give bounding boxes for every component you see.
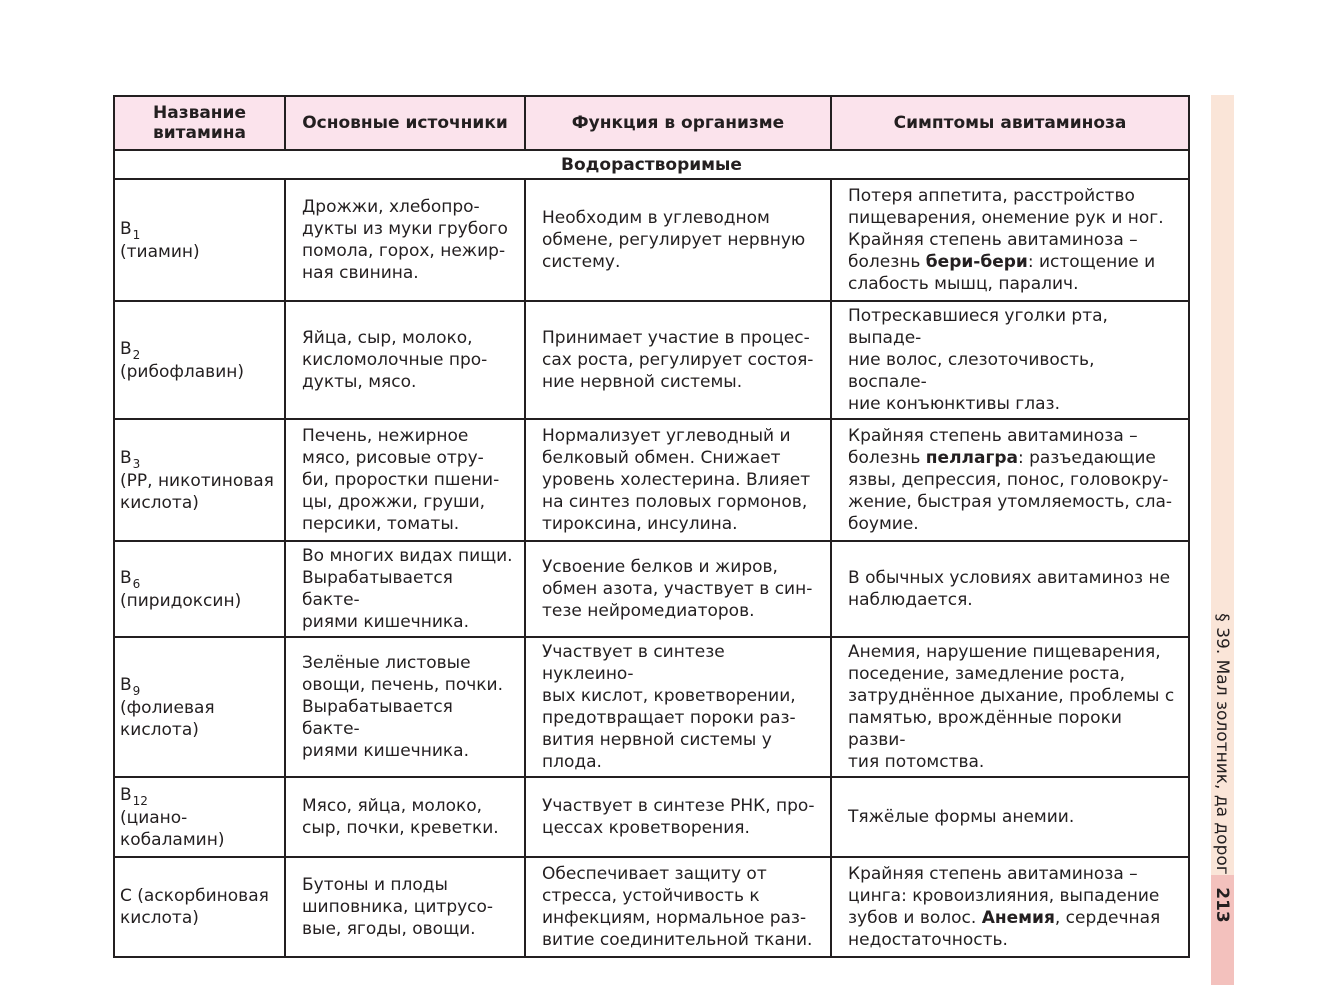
vitamin-name <box>114 777 285 857</box>
cell-line <box>848 707 1178 751</box>
cell-line: сах роста, регулирует состоя- <box>542 350 814 370</box>
cell-line: Дрожжи, хлебопро- <box>302 197 480 217</box>
cell-line: предотвращает пороки раз- <box>542 708 796 728</box>
line-text: ние волос, слезоточивость, воспале- <box>848 350 1095 392</box>
sources-cell <box>285 419 525 541</box>
symptoms-cell <box>831 857 1189 957</box>
vitamin-name-line: (циано- <box>120 807 188 828</box>
section-row <box>114 150 1189 179</box>
function-cell <box>525 179 831 301</box>
line-text: слабость мышц, паралич. <box>848 274 1079 294</box>
table-header-row <box>114 96 1189 150</box>
vitamin-subscript: 3 <box>132 456 141 471</box>
cell-line <box>848 685 1178 707</box>
cell-line <box>848 907 1178 929</box>
line-text: болезнь <box>848 448 926 468</box>
line-text: Крайняя степень авитаминоза – <box>848 230 1138 250</box>
vitamin-name-line: (пиридоксин) <box>120 590 242 611</box>
vitamin-letter: B <box>120 567 132 588</box>
line-text: жение, быстрая утомляемость, сла- <box>848 492 1173 512</box>
cell-line: дукты из муки грубого <box>302 219 508 239</box>
line-text: недостаточность. <box>848 930 1008 950</box>
cell-line: обмен азота, участвует в син- <box>542 579 813 599</box>
sources-cell <box>285 541 525 637</box>
vitamin-subscript: 12 <box>132 793 148 808</box>
cell-line <box>848 863 1178 885</box>
cell-line: на синтез половых гормонов, <box>542 492 808 512</box>
cell-line <box>848 491 1178 513</box>
section-title: Водорастворимые <box>114 150 1189 179</box>
symptoms-cell <box>831 301 1189 419</box>
cell-line: ние нервной системы. <box>542 372 743 392</box>
symptoms-cell <box>831 637 1189 777</box>
cell-line: Вырабатывается бакте- <box>302 568 453 610</box>
vitamin-letter: C (аскорбиновая <box>120 886 269 906</box>
vitamin-subscript: 1 <box>132 227 141 242</box>
cell-line: цы, дрожжи, груши, <box>302 492 486 512</box>
function-cell <box>525 301 831 419</box>
line-text: боумие. <box>848 514 919 534</box>
cell-line: плода. <box>542 752 602 772</box>
cell-line: Усвоение белков и жиров, <box>542 557 778 577</box>
header-function: Функция в организме <box>525 96 831 150</box>
function-cell <box>525 541 831 637</box>
function-cell <box>525 637 831 777</box>
chapter-title: § 39. Мал золотник, да дорог <box>1212 613 1232 875</box>
cell-line <box>848 349 1178 393</box>
cell-line <box>848 567 1178 589</box>
cell-line <box>848 929 1178 951</box>
cell-line <box>848 305 1178 349</box>
cell-line <box>848 273 1178 295</box>
line-text: памятью, врождённые пороки разви- <box>848 708 1122 750</box>
line-text: Анемия, нарушение пищеварения, <box>848 642 1161 662</box>
function-cell <box>525 857 831 957</box>
line-text: затруднённое дыхание, проблемы с <box>848 686 1175 706</box>
line-text: ние конъюнктивы глаз. <box>848 394 1060 414</box>
line-text: Тяжёлые формы анемии. <box>848 807 1075 827</box>
cell-line: вых кислот, кроветворении, <box>542 686 796 706</box>
vitamin-name-line <box>120 447 280 470</box>
cell-line: Мясо, яйца, молоко, <box>302 796 483 816</box>
cell-line: ная свинина. <box>302 263 419 283</box>
cell-line <box>848 393 1178 415</box>
vitamin-name <box>114 541 285 637</box>
vitamin-name-line <box>120 218 280 241</box>
cell-line: помола, горох, нежир- <box>302 241 506 261</box>
cell-line: тироксина, инсулина. <box>542 514 738 534</box>
line-text: Крайняя степень авитаминоза – <box>848 426 1138 446</box>
table-row <box>114 419 1189 541</box>
page-number: 213 <box>1212 887 1232 923</box>
cell-line: уровень холестерина. Влияет <box>542 470 811 490</box>
cell-line: Яйца, сыр, молоко, <box>302 328 473 348</box>
vitamin-name-line: (рибофлавин) <box>120 361 244 382</box>
cell-line: Нормализует углеводный и <box>542 426 791 446</box>
sources-cell <box>285 179 525 301</box>
line-text: наблюдается. <box>848 590 973 610</box>
function-cell <box>525 777 831 857</box>
vitamin-name-line <box>120 567 280 590</box>
cell-line: Принимает участие в процес- <box>542 328 810 348</box>
cell-line <box>848 425 1178 447</box>
table-row <box>114 857 1189 957</box>
vitamin-subscript: 2 <box>132 347 141 362</box>
line-text: язвы, депрессия, понос, головокру- <box>848 470 1169 490</box>
table-row <box>114 301 1189 419</box>
vitamin-letter: B <box>120 218 132 239</box>
table-row <box>114 777 1189 857</box>
cell-line <box>848 251 1178 273</box>
cell-line <box>848 185 1178 207</box>
sources-cell <box>285 777 525 857</box>
cell-line: цессах кроветворения. <box>542 818 750 838</box>
cell-line: вития нервной системы у <box>542 730 772 750</box>
symptoms-cell <box>831 419 1189 541</box>
table-row <box>114 637 1189 777</box>
cell-line: риями кишечника. <box>302 741 469 761</box>
disease-term: пеллагра <box>925 448 1018 468</box>
vitamin-name-line <box>120 674 280 697</box>
vitamin-name-line: кислота) <box>120 908 199 928</box>
vitamin-letter: B <box>120 338 132 359</box>
cell-line: систему. <box>542 252 621 272</box>
cell-line: мясо, рисовые отру- <box>302 448 484 468</box>
vitamin-name-line: (фолиевая <box>120 697 215 718</box>
line-text: зубов и волос. <box>848 908 982 928</box>
cell-line: Бутоны и плоды <box>302 875 448 895</box>
function-cell <box>525 419 831 541</box>
sources-cell <box>285 637 525 777</box>
vitamin-subscript: 9 <box>132 683 141 698</box>
cell-line: обмене, регулирует нервную <box>542 230 806 250</box>
symptoms-cell <box>831 777 1189 857</box>
line-text-after: : разъедающие <box>1017 448 1156 468</box>
line-text: болезнь <box>848 252 926 272</box>
cell-line: вые, ягоды, овощи. <box>302 919 476 939</box>
table-row <box>114 541 1189 637</box>
cell-line: шиповника, цитрусо- <box>302 897 494 917</box>
cell-line: Печень, нежирное <box>302 426 469 446</box>
cell-line: белковый обмен. Снижает <box>542 448 781 468</box>
line-text: поседение, замедление роста, <box>848 664 1126 684</box>
disease-term: Анемия <box>981 908 1055 928</box>
cell-line <box>848 513 1178 535</box>
vitamin-letter: B <box>120 674 132 695</box>
cell-line <box>848 589 1178 611</box>
cell-line: сыр, почки, креветки. <box>302 818 499 838</box>
vitamin-name <box>114 637 285 777</box>
cell-line <box>848 885 1178 907</box>
cell-line: Участвует в синтезе РНК, про- <box>542 796 815 816</box>
vitamin-name <box>114 857 285 957</box>
vitamin-name-line <box>120 338 280 361</box>
line-text: Потеря аппетита, расстройство <box>848 186 1135 206</box>
vitamin-name-line: кислота) <box>120 719 199 740</box>
vitamin-name <box>114 419 285 541</box>
cell-line: стресса, устойчивость к <box>542 886 760 906</box>
cell-line <box>848 751 1178 773</box>
cell-line <box>848 229 1178 251</box>
line-text: тия потомства. <box>848 752 985 772</box>
vitamin-name-line <box>120 784 280 807</box>
cell-line: риями кишечника. <box>302 612 469 632</box>
header-vitamin-name: Название витамина <box>114 96 285 150</box>
header-sources: Основные источники <box>285 96 525 150</box>
line-text: цинга: кровоизлияния, выпадение <box>848 886 1160 906</box>
line-text-after: : истощение и <box>1027 252 1156 272</box>
cell-line <box>848 806 1178 828</box>
vitamin-name <box>114 301 285 419</box>
cell-line: кисломолочные про- <box>302 350 488 370</box>
cell-line: витие соединительной ткани. <box>542 930 813 950</box>
sources-cell <box>285 857 525 957</box>
cell-line: Необходим в углеводном <box>542 208 770 228</box>
cell-line <box>848 663 1178 685</box>
cell-line <box>848 207 1178 229</box>
line-text: Потрескавшиеся уголки рта, выпаде- <box>848 306 1108 348</box>
line-text: В обычных условиях авитаминоз не <box>848 568 1171 588</box>
cell-line: овощи, печень, почки. <box>302 675 503 695</box>
disease-term: бери-бери <box>925 252 1028 272</box>
vitamin-letter: B <box>120 784 132 805</box>
vitamin-name-line: кобаламин) <box>120 829 225 850</box>
cell-line: Во многих видах пищи. <box>302 546 513 566</box>
cell-line: тезе нейромедиаторов. <box>542 601 755 621</box>
sources-cell <box>285 301 525 419</box>
header-symptoms: Симптомы авитаминоза <box>831 96 1189 150</box>
cell-line: дукты, мясо. <box>302 372 417 392</box>
vitamin-name <box>114 179 285 301</box>
cell-line: инфекциям, нормальное раз- <box>542 908 807 928</box>
line-text-after: , сердечная <box>1054 908 1161 928</box>
vitamin-table <box>113 95 1190 958</box>
vitamin-name-line: (PP, никотиновая <box>120 470 274 491</box>
line-text: Крайняя степень авитаминоза – <box>848 864 1138 884</box>
cell-line: Обеспечивает защиту от <box>542 864 767 884</box>
cell-line: би, проростки пшени- <box>302 470 500 490</box>
cell-line <box>848 641 1178 663</box>
line-text: пищеварения, онемение рук и ног. <box>848 208 1164 228</box>
symptoms-cell <box>831 541 1189 637</box>
symptoms-cell <box>831 179 1189 301</box>
vitamin-name-line: (тиамин) <box>120 241 200 262</box>
cell-line <box>848 447 1178 469</box>
cell-line: Зелёные листовые <box>302 653 471 673</box>
cell-line: Вырабатывается бакте- <box>302 697 453 739</box>
table-row <box>114 179 1189 301</box>
vitamin-subscript: 6 <box>132 576 141 591</box>
vitamin-letter: B <box>120 447 132 468</box>
cell-line <box>848 469 1178 491</box>
cell-line: Участвует в синтезе нуклеино- <box>542 642 725 684</box>
cell-line: персики, томаты. <box>302 514 460 534</box>
vitamin-name-line <box>120 885 280 907</box>
vitamin-name-line: кислота) <box>120 492 199 513</box>
